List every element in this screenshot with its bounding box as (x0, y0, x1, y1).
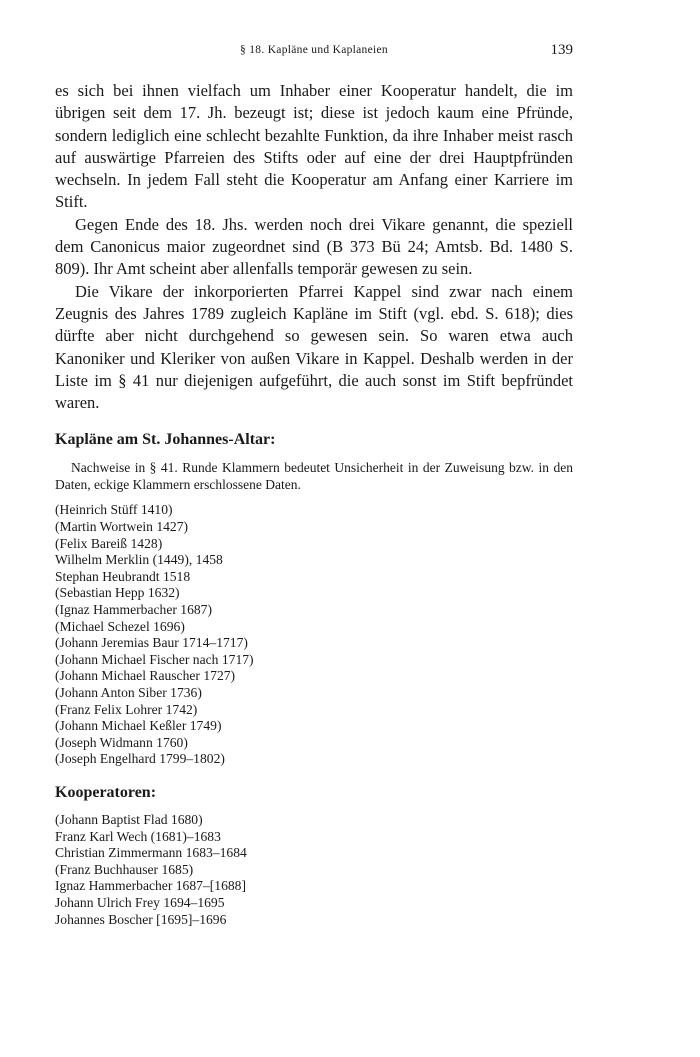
running-head: § 18. Kapläne und Kaplaneien (240, 44, 388, 56)
list-item: Christian Zimmermann 1683–1684 (55, 845, 247, 861)
list-item: (Johann Michael Rauscher 1727) (55, 668, 236, 684)
kooperatoren-heading: Kooperatoren: (55, 783, 157, 801)
list-item: (Johann Baptist Flad 1680) (55, 811, 203, 827)
list-item: (Johann Anton Siber 1736) (55, 684, 202, 700)
list-item: (Johann Michael Fischer nach 1717) (55, 651, 254, 667)
list-item: Stephan Heubrandt 1518 (55, 568, 191, 584)
page-number: 139 (550, 42, 573, 58)
list-item: Johannes Boscher [1695]–1696 (55, 911, 227, 927)
kooperatoren-list (55, 812, 573, 928)
list-item: (Johann Jeremias Baur 1714–1717) (55, 635, 248, 651)
paragraph-1: es sich bei ihnen vielfach um Inhaber einer Kooperatur handelt, die im übrigen seit dem 17. Jh. bezeugt ist; diese ist jedoch kaum eine Pfründe, sondern lediglich eine schlecht bezahlte Funktion, da ihre Inhaber meist rasch auf auswärtige Pfarreien des Stifts oder auf eine der drei Hauptpfründen wechseln. In jedem Fall steht die Kooperatur am Anfang einer Karriere im Stift. (55, 81, 573, 212)
page-body (55, 80, 573, 928)
list-item: (Heinrich Stüff 1410) (55, 502, 173, 518)
list-item: (Martin Wortwein 1427) (55, 519, 189, 535)
list-item: Franz Karl Wech (1681)–1683 (55, 828, 221, 844)
list-item: (Ignaz Hammerbacher 1687) (55, 602, 213, 618)
kaplaene-note: Nachweise in § 41. Runde Klammern bedeutet Unsicherheit in der Zuweisung bzw. in den Daten, eckige Klammern erschlossene Daten. (55, 460, 573, 493)
page-header (55, 42, 573, 62)
list-item: Wilhelm Merklin (1449), 1458 (55, 552, 223, 568)
list-item: (Johann Michael Keßler 1749) (55, 718, 222, 734)
paragraph-3: Die Vikare der inkorporierten Pfarrei Kappel sind zwar nach einem Zeugnis des Jahres 1789 zugleich Kapläne im Stift (vgl. ebd. S. 618); dies dürfte aber nicht durchgehend so gewesen sein. So waren etwa auch Kanoniker und Kleriker von außen Vikare in Kappel. Deshalb werden in der Liste im § 41 nur diejenigen aufgeführt, die auch sonst im Stift bepfründet waren. (55, 281, 573, 413)
list-item: (Felix Bareiß 1428) (55, 535, 163, 551)
list-item: (Joseph Widmann 1760) (55, 734, 188, 750)
list-item: (Michael Schezel 1696) (55, 618, 185, 634)
list-item: (Franz Felix Lohrer 1742) (55, 701, 198, 717)
list-item: (Sebastian Hepp 1632) (55, 585, 180, 601)
kaplaene-heading: Kapläne am St. Johannes-Altar: (55, 431, 276, 449)
list-item: (Franz Buchhauser 1685) (55, 861, 194, 877)
kaplaene-list (55, 502, 573, 768)
list-item: (Joseph Engelhard 1799–1802) (55, 751, 225, 767)
list-item: Johann Ulrich Frey 1694–1695 (55, 894, 225, 910)
list-item: Ignaz Hammerbacher 1687–[1688] (55, 878, 246, 894)
paragraph-2: Gegen Ende des 18. Jhs. werden noch drei Vikare genannt, die speziell dem Canonicus maior zugeordnet sind (B 373 Bü 24; Amtsb. Bd. 1480 S. 809). Ihr Amt scheint aber allenfalls temporär gewesen zu sein. (55, 214, 573, 279)
